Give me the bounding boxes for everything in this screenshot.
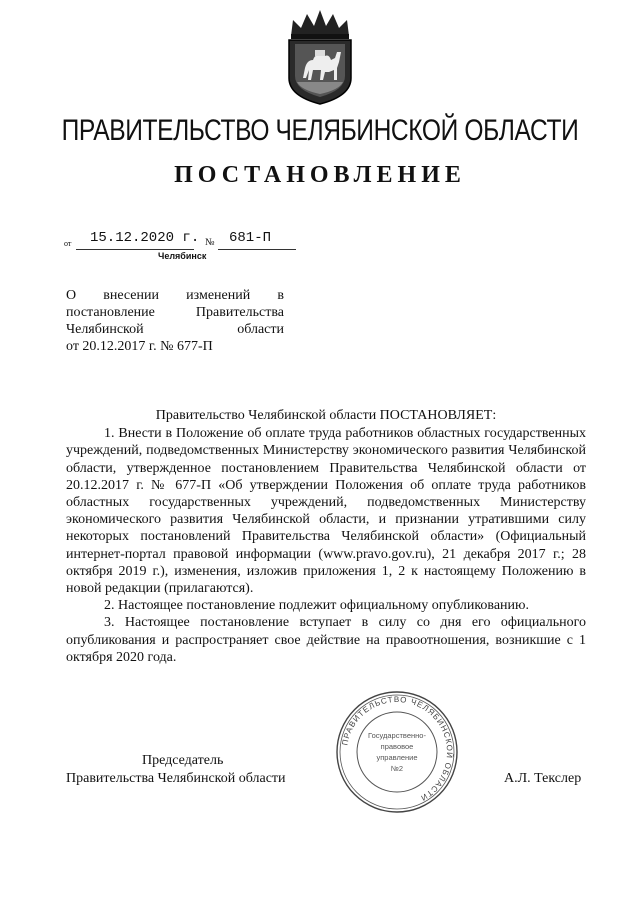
document-type-heading: ПОСТАНОВЛЕНИЕ <box>174 162 466 188</box>
resolution-lead: Правительство Челябинской области ПОСТАНОВЛЯЕТ: <box>155 408 497 423</box>
subject-line: постановление Правительства <box>66 305 284 320</box>
document-number: 681-П <box>229 230 272 246</box>
subject-line: от 20.12.2017 г. № 677-П <box>66 339 213 354</box>
official-seal-stamp <box>333 688 461 816</box>
number-underline <box>218 249 296 250</box>
document-date: 15.12.2020 г. <box>90 230 200 246</box>
signatory-position-line1: Председатель <box>142 753 224 768</box>
svg-text:Государственно-: Государственно- <box>368 731 426 740</box>
document-subject <box>66 287 284 355</box>
date-number-line <box>64 228 304 250</box>
body-paragraph: 3. Настоящее постановление вступает в силу со дня его официального опубликования и распространяет свое действие на правоотношения, возникшие с 1 октября 2020 года. <box>66 615 586 665</box>
subject-line: Челябинской области <box>66 322 284 337</box>
city-name: Челябинск <box>158 251 207 261</box>
svg-text:№2: №2 <box>390 764 404 773</box>
document-body <box>66 407 586 666</box>
subject-line: О внесении изменений в <box>66 288 284 303</box>
svg-text:ПРАВИТЕЛЬСТВО ЧЕЛЯБИНСКОЙ ОБЛА: ПРАВИТЕЛЬСТВО ЧЕЛЯБИНСКОЙ ОБЛАСТИ <box>340 694 455 803</box>
date-underline <box>76 249 194 250</box>
signatory-position-line2: Правительства Челябинской области <box>66 771 286 786</box>
body-paragraph: 2. Настоящее постановление подлежит официальному опубликованию. <box>104 598 529 614</box>
number-label: № <box>205 237 215 248</box>
signatory-name: А.Л. Текслер <box>504 771 582 786</box>
body-paragraph: 1. Внести в Положение об оплате труда работников областных государственных учреждений, подведомственных Министерству экономического развития Челябинской области, утвержденное постановлением Правительства Челябинской области от 20.12.2017 г. № 677-П «Об утверждении Положения об оплате труда работников областных государственных учреждений, подведомственных Министерству экономического развития Челябинской области, и признании утратившими силу некоторых постановлений Правительства Челябинской области» (Официальный интернет-портал правовой информации (www.pravo.gov.ru), 21 декабря 2017 г.; 28 октября 2019 г.), изменения, изложив приложения 1, 2 к настоящему Положению в новой редакции (прилагаются). <box>66 426 586 597</box>
svg-text:правовое: правовое <box>380 742 414 751</box>
from-label: от <box>64 239 72 248</box>
svg-text:управление: управление <box>376 753 418 762</box>
government-title: ПРАВИТЕЛЬСТВО ЧЕЛЯБИНСКОЙ ОБЛАСТИ <box>61 114 579 147</box>
coat-of-arms-emblem <box>279 6 361 106</box>
